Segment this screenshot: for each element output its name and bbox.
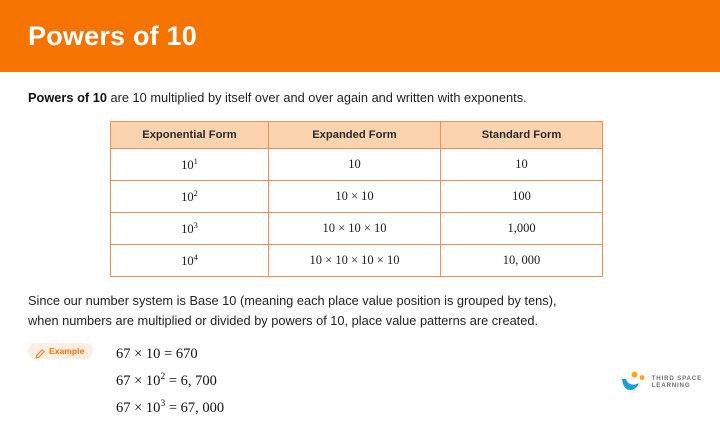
logo-line-2: LEARNING (651, 382, 691, 389)
table-header-row (111, 121, 603, 148)
equation-left: 67 × 10 (116, 345, 161, 362)
cell-expanded: 10 × 10 × 10 × 10 (269, 245, 441, 277)
equation-right: = 670 (164, 345, 198, 362)
table-row (111, 148, 603, 180)
table-row (111, 245, 603, 277)
cell-exponent: 2 (193, 187, 198, 198)
logo-mark-icon (620, 371, 646, 393)
logo-text (652, 375, 702, 389)
table-row (111, 180, 603, 212)
cell-base: 10 (181, 254, 194, 269)
page-content (0, 72, 720, 416)
cell-standard: 10, 000 (441, 245, 603, 277)
cell-exponential (111, 180, 269, 212)
third-space-learning-logo (620, 371, 702, 393)
equation-right: = 6, 700 (168, 372, 217, 389)
paragraph-line-1: Since our number system is Base 10 (meaning each place value position is grouped by tens), (28, 293, 557, 309)
cell-expanded: 10 × 10 (269, 180, 441, 212)
cell-base: 10 (181, 157, 194, 172)
intro-text (28, 90, 720, 107)
cell-standard: 1,000 (441, 212, 603, 244)
equation-left: 67 × 10 (116, 372, 161, 389)
equation-1 (116, 341, 720, 368)
cell-standard: 100 (441, 180, 603, 212)
page-header (0, 0, 720, 72)
example-badge (28, 343, 93, 359)
powers-table (110, 121, 603, 278)
column-header-expanded: Expanded Form (269, 121, 441, 148)
cell-base: 10 (181, 222, 194, 237)
equation-exponent: 2 (160, 370, 166, 382)
cell-expanded: 10 × 10 × 10 (269, 212, 441, 244)
cell-exponent: 4 (193, 252, 198, 263)
cell-exponential (111, 148, 269, 180)
cell-standard: 10 (441, 148, 603, 180)
equation-left: 67 × 10 (116, 399, 161, 416)
page-title: Powers of 10 (28, 20, 197, 51)
column-header-exponential: Exponential Form (111, 121, 269, 148)
example-badge-label: Example (49, 345, 85, 356)
explanation-paragraph (28, 291, 688, 331)
cell-base: 10 (181, 189, 194, 204)
equation-3 (116, 395, 720, 421)
cell-exponential (111, 212, 269, 244)
intro-bold: Powers of 10 (28, 90, 107, 105)
cell-exponent: 1 (193, 155, 198, 166)
intro-rest: are 10 multiplied by itself over and over again and written with exponents. (106, 90, 527, 105)
equation-exponent: 3 (160, 397, 166, 409)
paragraph-line-2: when numbers are multiplied or divided by powers of 10, place value patterns are created. (28, 313, 539, 329)
cell-exponent: 3 (193, 219, 198, 230)
equation-right: = 67, 000 (168, 399, 225, 416)
cell-exponential (111, 245, 269, 277)
pencil-icon (35, 346, 45, 356)
logo-line-1: THIRD SPACE (651, 374, 702, 382)
table-row (111, 212, 603, 244)
cell-expanded: 10 (269, 148, 441, 180)
column-header-standard: Standard Form (441, 121, 603, 148)
